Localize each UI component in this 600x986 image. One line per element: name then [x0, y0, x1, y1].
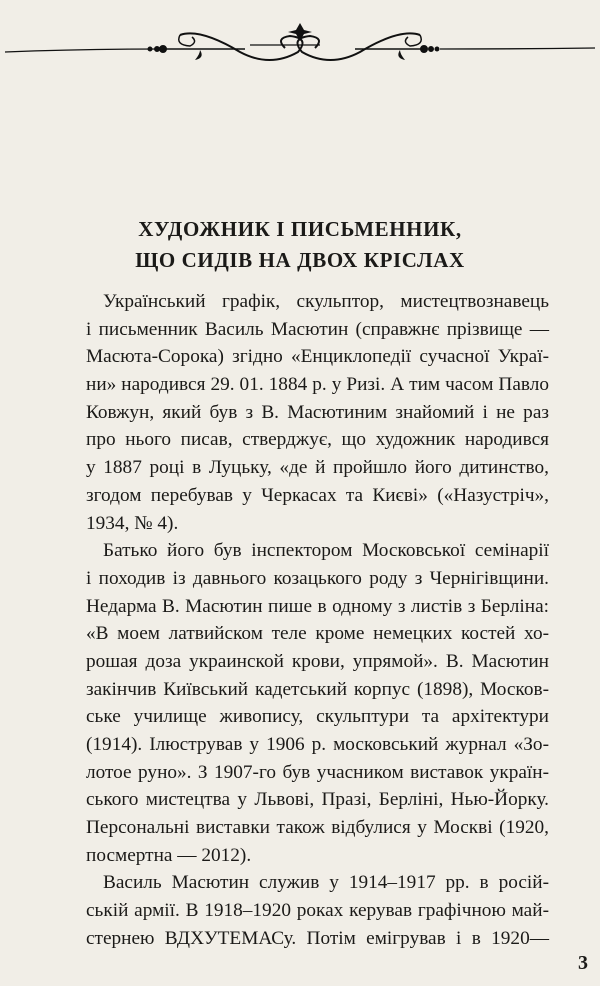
paragraph-2: [86, 537, 549, 869]
text-line: Недарма В. Масютин пише в одному з листів з Берліна:: [86, 595, 549, 617]
text-line: і письменник Василь Масютин (справжнє прізвище —: [86, 318, 549, 340]
text-line: «В моем латвийском теле кроме немецких костей хо-: [86, 623, 549, 645]
page-number: 3: [578, 952, 588, 974]
text-line: ське училище живопису, скульптури та архітектури: [86, 706, 549, 728]
paragraph-3: [86, 869, 549, 952]
text-line: ського мистецтва у Львові, Празі, Берліні, Нью-Йорку.: [86, 789, 549, 811]
text-line: 1934, № 4).: [86, 512, 179, 534]
text-line: стернею ВДХУТЕМАСу. Потім емігрував і в 1920—: [86, 927, 549, 949]
ornament-divider-icon: [0, 20, 600, 70]
text-line: Василь Масютин служив у 1914–1917 рр. в росій-: [103, 872, 549, 894]
heading-line-2: ЩО СИДІВ НА ДВОХ КРІСЛАХ: [135, 248, 465, 272]
text-line: Персональні виставки також відбулися у Москві (1920,: [86, 817, 549, 839]
text-line: ській армії. В 1918–1920 роках керував графічною май-: [86, 900, 549, 922]
paragraph-1: [86, 288, 549, 537]
text-line: про нього писав, стверджує, що художник народився: [86, 429, 549, 451]
text-line: Ковжун, який був з В. Масютиним знайомий і не раз: [86, 401, 549, 423]
text-line: згодом перебував у Черкасах та Києві» («Назустріч»,: [86, 484, 549, 506]
text-line: лотое руно». З 1907-го був учасником виставок україн-: [86, 761, 549, 783]
body-text: [86, 288, 549, 953]
text-line: посмертна — 2012).: [86, 844, 252, 866]
text-line: у 1887 році в Луцьку, «де й пройшло його дитинство,: [86, 457, 549, 479]
heading-line-1: ХУДОЖНИК І ПИСЬМЕННИК,: [138, 217, 462, 241]
chapter-heading: [60, 214, 540, 276]
text-line: (1914). Ілюстрував у 1906 р. московський журнал «Зо-: [86, 734, 549, 755]
text-line: і походив із давнього козацького роду з Чернігівщини.: [86, 567, 549, 589]
text-line: Український графік, скульптор, мистецтвознавець: [103, 291, 549, 312]
text-line: Масюта-Сорока) згідно «Енциклопедії сучасної Украї-: [86, 346, 549, 368]
text-line: рошая доза украинской крови, упрямой». В. Масютин: [86, 650, 549, 672]
text-line: закінчив Київський кадетський корпус (1898), Москов-: [86, 678, 549, 700]
text-line: ни» народився 29. 01. 1884 р. у Ризі. А тим часом Павло: [86, 374, 549, 396]
text-line: Батько його був інспектором Московської семінарії: [103, 540, 549, 562]
